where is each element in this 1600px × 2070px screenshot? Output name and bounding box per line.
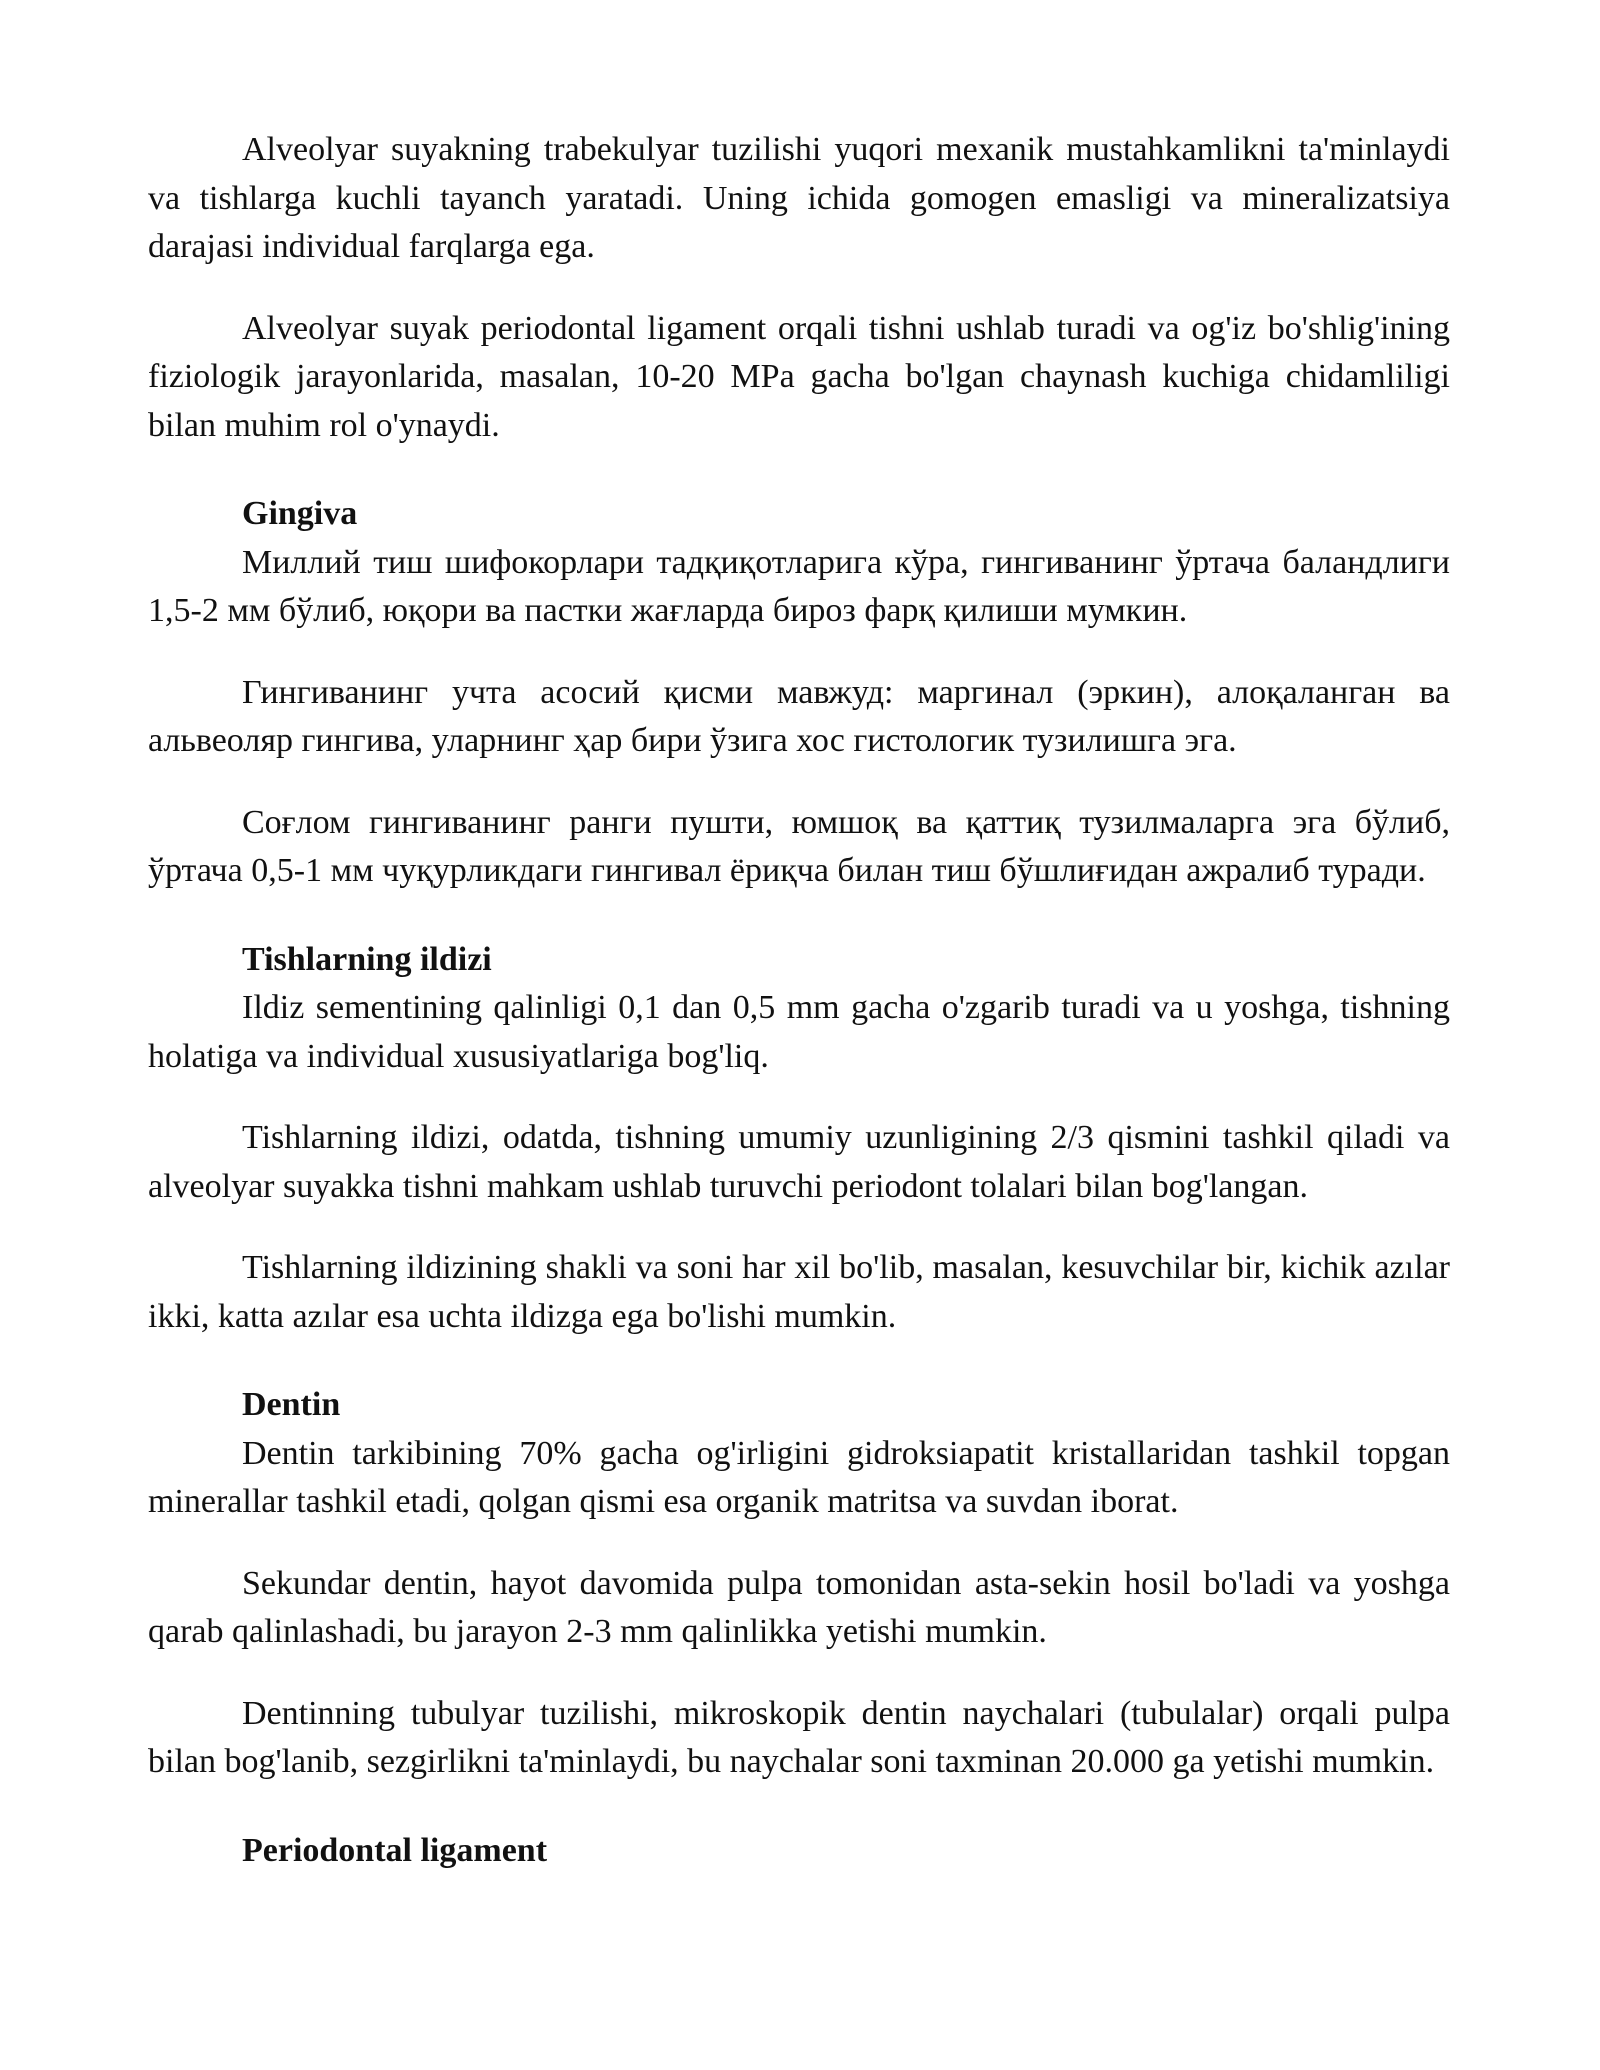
- document-page: [148, 126, 1450, 1875]
- paragraph-root-shape: Tishlarning ildizining shakli va soni har xil bo'lib, masalan, kesuvchilar bir, kichik azılar ikki, katta azılar esa uchta ildizga ega bo'lishi mumkin.: [148, 1249, 1450, 1335]
- paragraph-gingiva-height: Миллий тиш шифокорлари тадқиқотларига кўра, гингиванинг ўртача баландлиги 1,5-2 мм бўлиб, юқори ва пастки жағларда бироз фарқ қилиши мумкин.: [148, 543, 1450, 629]
- paragraph-gingiva-color: Соғлом гингиванинг ранги пушти, юмшоқ ва қаттиқ тузилмаларга эга бўлиб, ўртача 0,5-1 мм чуқурликдаги гингивал ёриқча билан тиш бўшлиғидан ажралиб туради.: [148, 803, 1450, 889]
- heading-dentin: Dentin: [242, 1386, 341, 1423]
- paragraph-gingiva-parts: Гингиванинг учта асосий қисми мавжуд: маргинал (эркин), алоқаланган ва альвеоляр гингива, уларнинг ҳар бири ўзига хос гистологик тузилишга эга.: [148, 673, 1450, 759]
- paragraph-root-cementum: Ildiz sementining qalinligi 0,1 dan 0,5 mm gacha o'zgarib turadi va u yoshga, tishning holatiga va individual xususiyatlariga bog'liq.: [148, 989, 1450, 1075]
- heading-gingiva: Gingiva: [242, 495, 358, 532]
- paragraph-alveolar-ligament: Alveolyar suyak periodontal ligament orqali tishni ushlab turadi va og'iz bo'shlig'ining fiziologik jarayonlarida, masalan, 10-20 MPa gacha bo'lgan chaynash kuchiga chidamliligi bilan muhim rol o'ynaydi.: [148, 309, 1450, 444]
- paragraph-dentin-tubules: Dentinning tubulyar tuzilishi, mikroskopik dentin naychalari (tubulalar) orqali pulpa bilan bog'lanib, sezgirlikni ta'minlaydi, bu naychalar soni taxminan 20.000 ga yetishi mumkin.: [148, 1694, 1450, 1780]
- paragraph-root-length: Tishlarning ildizi, odatda, tishning umumiy uzunligining 2/3 qismini tashkil qiladi va alveolyar suyakka tishni mahkam ushlab turuvchi periodont tolalari bilan bog'langan.: [148, 1119, 1450, 1205]
- heading-periodontal-ligament: Periodontal ligament: [242, 1831, 548, 1869]
- paragraph-alveolar-trabecular: Alveolyar suyakning trabekulyar tuzilishi yuqori mexanik mustahkamlikni ta'minlaydi va tishlarga kuchli tayanch yaratadi. Uning ichida gomogen emasligi va mineralizatsiya darajasi individual farqlarga ega.: [148, 131, 1450, 265]
- heading-tooth-roots: Tishlarning ildizi: [242, 940, 492, 978]
- paragraph-secondary-dentin: Sekundar dentin, hayot davomida pulpa tomonidan asta-sekin hosil bo'ladi va yoshga qarab qalinlashadi, bu jarayon 2-3 mm qalinlikka yetishi mumkin.: [148, 1564, 1450, 1650]
- paragraph-dentin-composition: Dentin tarkibining 70% gacha og'irligini gidroksiapatit kristallaridan tashkil topgan minerallar tashkil etadi, qolgan qismi esa organik matritsa va suvdan iborat.: [148, 1434, 1450, 1520]
